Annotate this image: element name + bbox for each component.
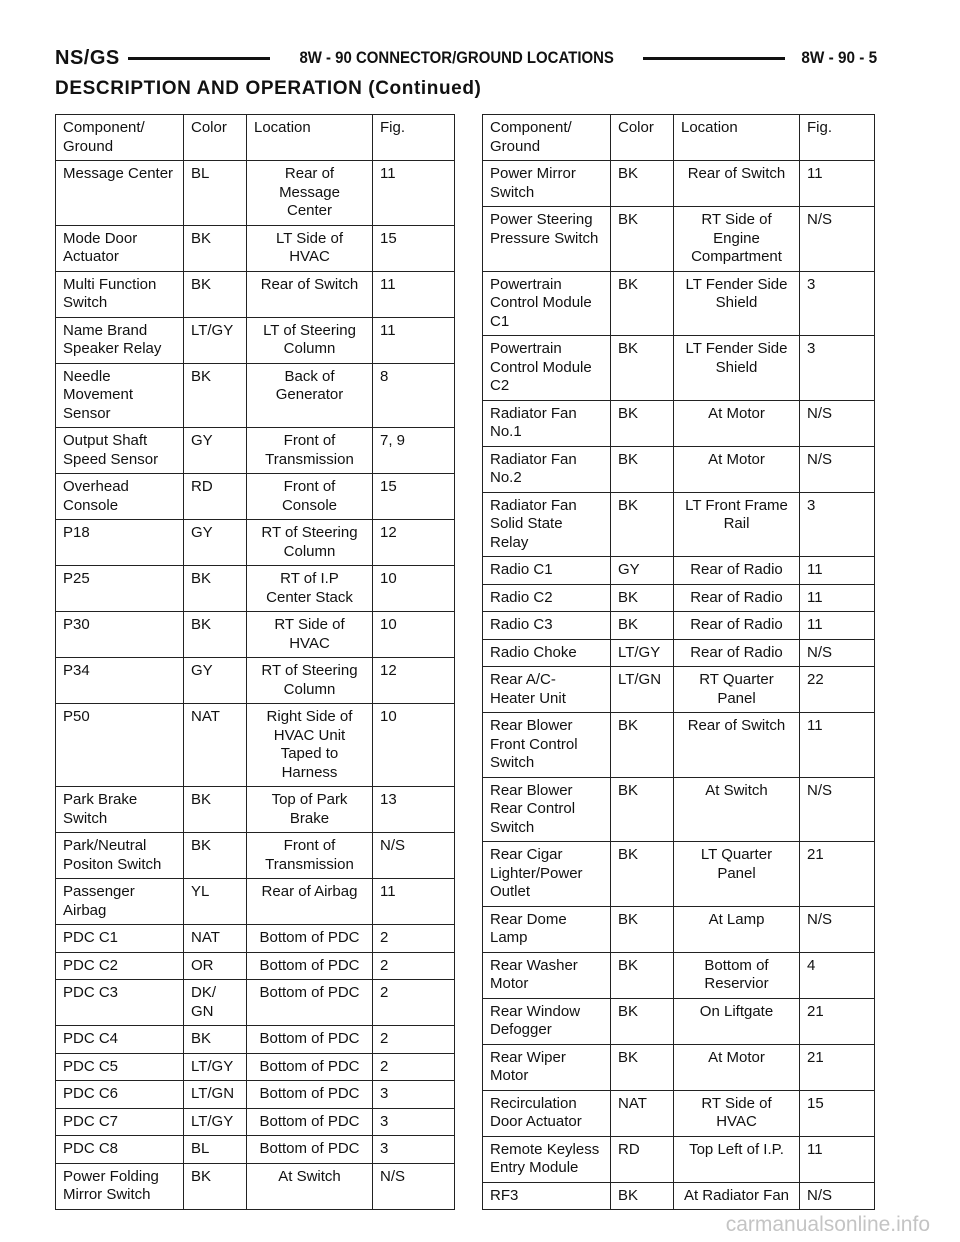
fig-cell: 11 [800, 584, 875, 612]
component-cell: Radio C3 [483, 612, 611, 640]
location-cell: Rear of Airbag [247, 879, 373, 925]
component-cell: P25 [56, 566, 184, 612]
component-cell: P18 [56, 520, 184, 566]
component-cell: Power Steering Pressure Switch [483, 207, 611, 272]
fig-cell: N/S [800, 400, 875, 446]
color-cell: BK [184, 566, 247, 612]
table-row [56, 474, 455, 520]
color-cell: BK [184, 363, 247, 428]
color-cell: BK [611, 906, 674, 952]
component-cell: Power Folding Mirror Switch [56, 1163, 184, 1209]
table-row [56, 952, 455, 980]
fig-cell: 10 [373, 612, 455, 658]
location-cell: LT Side of HVAC [247, 225, 373, 271]
color-cell: LT/GY [611, 639, 674, 667]
location-cell: At Motor [674, 1044, 800, 1090]
color-cell: BK [611, 1044, 674, 1090]
fig-cell: 10 [373, 704, 455, 787]
page-header [55, 44, 877, 72]
table-row [483, 207, 875, 272]
table-row [483, 584, 875, 612]
component-cell: PDC C6 [56, 1081, 184, 1109]
color-cell: BK [611, 336, 674, 401]
color-cell: BK [184, 1026, 247, 1054]
component-cell: Radiator Fan No.2 [483, 446, 611, 492]
color-cell: BK [611, 161, 674, 207]
color-cell: BK [611, 271, 674, 336]
location-cell: Rear of Switch [247, 271, 373, 317]
color-cell: GY [184, 520, 247, 566]
component-cell: Radiator Fan Solid State Relay [483, 492, 611, 557]
component-cell: Park Brake Switch [56, 787, 184, 833]
location-cell: Bottom of PDC [247, 952, 373, 980]
fig-cell: 12 [373, 520, 455, 566]
table-row [56, 833, 455, 879]
color-cell: BK [611, 713, 674, 778]
fig-cell: 3 [800, 492, 875, 557]
component-cell: Power Mirror Switch [483, 161, 611, 207]
location-cell: Top of Park Brake [247, 787, 373, 833]
fig-cell: 8 [373, 363, 455, 428]
table-row [56, 225, 455, 271]
location-cell: Bottom of PDC [247, 925, 373, 953]
location-cell: Bottom of PDC [247, 1108, 373, 1136]
location-cell: Top Left of I.P. [674, 1136, 800, 1182]
header-rule-left [128, 57, 270, 60]
header-model: NS/GS [55, 46, 120, 69]
table-row [483, 1090, 875, 1136]
table-row [483, 998, 875, 1044]
table-row [56, 428, 455, 474]
table-row [483, 557, 875, 585]
table-row [56, 317, 455, 363]
color-cell: NAT [184, 704, 247, 787]
table-row [56, 520, 455, 566]
color-cell: BK [611, 1182, 674, 1210]
table-row [56, 980, 455, 1026]
color-cell: BK [611, 584, 674, 612]
table-row [56, 1108, 455, 1136]
location-cell: RT Side of HVAC [247, 612, 373, 658]
connector-table-right [482, 114, 875, 1210]
fig-cell: 3 [373, 1136, 455, 1164]
table-row [483, 842, 875, 907]
component-cell: Radio C2 [483, 584, 611, 612]
location-cell: At Lamp [674, 906, 800, 952]
color-cell: BK [611, 842, 674, 907]
table-row [483, 777, 875, 842]
table-row [56, 658, 455, 704]
table-row [56, 787, 455, 833]
fig-cell: 21 [800, 842, 875, 907]
fig-cell: 11 [800, 713, 875, 778]
location-cell: LT Front Frame Rail [674, 492, 800, 557]
location-cell: Right Side of HVAC Unit Taped to Harness [247, 704, 373, 787]
component-cell: Overhead Console [56, 474, 184, 520]
color-cell: BK [611, 400, 674, 446]
table-row [483, 612, 875, 640]
location-cell: Bottom of PDC [247, 1053, 373, 1081]
table-row [483, 667, 875, 713]
fig-cell: 3 [800, 271, 875, 336]
table-row [483, 271, 875, 336]
fig-cell: 11 [373, 161, 455, 226]
component-cell: Rear Cigar Lighter/Power Outlet [483, 842, 611, 907]
component-cell: PDC C8 [56, 1136, 184, 1164]
location-cell: RT of Steering Column [247, 658, 373, 704]
component-cell: PDC C4 [56, 1026, 184, 1054]
location-cell: Rear of Switch [674, 161, 800, 207]
color-cell: BK [184, 787, 247, 833]
fig-cell: 11 [373, 271, 455, 317]
table-row [483, 713, 875, 778]
color-cell: LT/GY [184, 1053, 247, 1081]
component-cell: RF3 [483, 1182, 611, 1210]
component-cell: Needle Movement Sensor [56, 363, 184, 428]
table-row [483, 1044, 875, 1090]
component-cell: Rear Blower Rear Control Switch [483, 777, 611, 842]
component-cell: Rear Washer Motor [483, 952, 611, 998]
fig-cell: 7, 9 [373, 428, 455, 474]
location-cell: Bottom of PDC [247, 1081, 373, 1109]
fig-cell: 15 [373, 225, 455, 271]
fig-cell: 2 [373, 1053, 455, 1081]
fig-cell: 11 [373, 879, 455, 925]
table-row [56, 879, 455, 925]
component-cell: Powertrain Control Module C2 [483, 336, 611, 401]
color-cell: DK/ GN [184, 980, 247, 1026]
location-cell: Rear of Message Center [247, 161, 373, 226]
table-row [483, 161, 875, 207]
location-cell: Rear of Radio [674, 557, 800, 585]
color-cell: BK [611, 446, 674, 492]
fig-cell: 11 [800, 161, 875, 207]
color-cell: BL [184, 161, 247, 226]
component-cell: Powertrain Control Module C1 [483, 271, 611, 336]
location-cell: At Radiator Fan [674, 1182, 800, 1210]
connector-table-left [55, 114, 455, 1210]
component-cell: Mode Door Actuator [56, 225, 184, 271]
color-cell: BK [184, 225, 247, 271]
table-row [56, 161, 455, 226]
color-cell: BK [611, 492, 674, 557]
location-cell: Front of Transmission [247, 428, 373, 474]
color-cell: BK [184, 1163, 247, 1209]
table-row [56, 566, 455, 612]
component-cell: PDC C1 [56, 925, 184, 953]
location-cell: RT Side of HVAC [674, 1090, 800, 1136]
fig-cell: 12 [373, 658, 455, 704]
component-cell: P30 [56, 612, 184, 658]
component-cell: Park/Neutral Positon Switch [56, 833, 184, 879]
location-cell: At Switch [247, 1163, 373, 1209]
fig-cell: 13 [373, 787, 455, 833]
table-row [483, 952, 875, 998]
location-cell: RT Quarter Panel [674, 667, 800, 713]
fig-cell: 22 [800, 667, 875, 713]
fig-cell: N/S [800, 777, 875, 842]
header-color: Color [184, 115, 247, 161]
fig-cell: 11 [800, 557, 875, 585]
table-row [56, 1136, 455, 1164]
location-cell: LT Quarter Panel [674, 842, 800, 907]
location-cell: At Switch [674, 777, 800, 842]
fig-cell: 3 [800, 336, 875, 401]
fig-cell: 21 [800, 998, 875, 1044]
component-cell: Rear A/C- Heater Unit [483, 667, 611, 713]
section-subtitle: DESCRIPTION AND OPERATION (Continued) [55, 78, 482, 99]
location-cell: RT of I.P Center Stack [247, 566, 373, 612]
color-cell: BK [611, 207, 674, 272]
location-cell: Front of Transmission [247, 833, 373, 879]
color-cell: GY [184, 428, 247, 474]
color-cell: NAT [611, 1090, 674, 1136]
component-cell: PDC C2 [56, 952, 184, 980]
location-cell: Rear of Radio [674, 584, 800, 612]
table-row [56, 363, 455, 428]
table-row [483, 906, 875, 952]
color-cell: RD [611, 1136, 674, 1182]
header-section-title: 8W - 90 CONNECTOR/GROUND LOCATIONS [299, 48, 614, 67]
color-cell: BK [611, 612, 674, 640]
table-row [483, 1136, 875, 1182]
component-cell: PDC C7 [56, 1108, 184, 1136]
color-cell: NAT [184, 925, 247, 953]
fig-cell: N/S [800, 639, 875, 667]
fig-cell: 3 [373, 1108, 455, 1136]
color-cell: GY [184, 658, 247, 704]
location-cell: Bottom of PDC [247, 1136, 373, 1164]
color-cell: BK [184, 271, 247, 317]
fig-cell: 21 [800, 1044, 875, 1090]
component-cell: Radiator Fan No.1 [483, 400, 611, 446]
table-row [483, 400, 875, 446]
location-cell: Rear of Radio [674, 639, 800, 667]
location-cell: Bottom of Reservior [674, 952, 800, 998]
color-cell: LT/GY [184, 1108, 247, 1136]
color-cell: BK [184, 833, 247, 879]
table-row [483, 446, 875, 492]
fig-cell: 10 [373, 566, 455, 612]
table-row [56, 1053, 455, 1081]
location-cell: Front of Console [247, 474, 373, 520]
component-cell: Name Brand Speaker Relay [56, 317, 184, 363]
color-cell: RD [184, 474, 247, 520]
location-cell: Bottom of PDC [247, 1026, 373, 1054]
table-header-row [56, 115, 455, 161]
fig-cell: 2 [373, 1026, 455, 1054]
location-cell: Rear of Radio [674, 612, 800, 640]
fig-cell: N/S [373, 1163, 455, 1209]
color-cell: BK [611, 952, 674, 998]
watermark: carmanualsonline.info [725, 1213, 930, 1236]
fig-cell: 3 [373, 1081, 455, 1109]
fig-cell: 15 [800, 1090, 875, 1136]
component-cell: PDC C3 [56, 980, 184, 1026]
location-cell: Rear of Switch [674, 713, 800, 778]
color-cell: LT/GN [611, 667, 674, 713]
table-row [56, 1163, 455, 1209]
table-row [56, 271, 455, 317]
component-cell: PDC C5 [56, 1053, 184, 1081]
color-cell: BK [611, 777, 674, 842]
fig-cell: 11 [800, 612, 875, 640]
component-cell: Radio C1 [483, 557, 611, 585]
header-fig: Fig. [373, 115, 455, 161]
location-cell: LT Fender Side Shield [674, 271, 800, 336]
location-cell: Bottom of PDC [247, 980, 373, 1026]
table-row [56, 704, 455, 787]
fig-cell: 2 [373, 925, 455, 953]
component-cell: Radio Choke [483, 639, 611, 667]
fig-cell: N/S [800, 446, 875, 492]
header-fig: Fig. [800, 115, 875, 161]
header-location: Location [674, 115, 800, 161]
header-color: Color [611, 115, 674, 161]
table-row [56, 1026, 455, 1054]
color-cell: BL [184, 1136, 247, 1164]
table-row [483, 492, 875, 557]
table-row [56, 1081, 455, 1109]
location-cell: RT of Steering Column [247, 520, 373, 566]
header-location: Location [247, 115, 373, 161]
fig-cell: 15 [373, 474, 455, 520]
fig-cell: N/S [373, 833, 455, 879]
color-cell: LT/GY [184, 317, 247, 363]
table-row [483, 639, 875, 667]
header-rule-right [643, 57, 785, 60]
component-cell: Output Shaft Speed Sensor [56, 428, 184, 474]
fig-cell: N/S [800, 1182, 875, 1210]
color-cell: GY [611, 557, 674, 585]
color-cell: LT/GN [184, 1081, 247, 1109]
header-page-number: 8W - 90 - 5 [801, 48, 877, 67]
table-row [483, 1182, 875, 1210]
header-component: Component/ Ground [483, 115, 611, 161]
component-cell: Remote Keyless Entry Module [483, 1136, 611, 1182]
fig-cell: 11 [373, 317, 455, 363]
component-cell: Rear Blower Front Control Switch [483, 713, 611, 778]
component-cell: Rear Dome Lamp [483, 906, 611, 952]
component-cell: Passenger Airbag [56, 879, 184, 925]
color-cell: YL [184, 879, 247, 925]
location-cell: At Motor [674, 400, 800, 446]
location-cell: At Motor [674, 446, 800, 492]
fig-cell: 4 [800, 952, 875, 998]
fig-cell: 2 [373, 980, 455, 1026]
component-cell: P34 [56, 658, 184, 704]
fig-cell: 11 [800, 1136, 875, 1182]
location-cell: Back of Generator [247, 363, 373, 428]
component-cell: Rear Wiper Motor [483, 1044, 611, 1090]
location-cell: On Liftgate [674, 998, 800, 1044]
table-header-row [483, 115, 875, 161]
color-cell: OR [184, 952, 247, 980]
component-cell: Rear Window Defogger [483, 998, 611, 1044]
color-cell: BK [184, 612, 247, 658]
color-cell: BK [611, 998, 674, 1044]
component-cell: Multi Function Switch [56, 271, 184, 317]
table-row [56, 925, 455, 953]
component-cell: P50 [56, 704, 184, 787]
fig-cell: N/S [800, 906, 875, 952]
component-cell: Recirculation Door Actuator [483, 1090, 611, 1136]
location-cell: LT Fender Side Shield [674, 336, 800, 401]
location-cell: RT Side of Engine Compartment [674, 207, 800, 272]
fig-cell: N/S [800, 207, 875, 272]
location-cell: LT of Steering Column [247, 317, 373, 363]
fig-cell: 2 [373, 952, 455, 980]
table-row [56, 612, 455, 658]
header-component: Component/ Ground [56, 115, 184, 161]
table-row [483, 336, 875, 401]
component-cell: Message Center [56, 161, 184, 226]
